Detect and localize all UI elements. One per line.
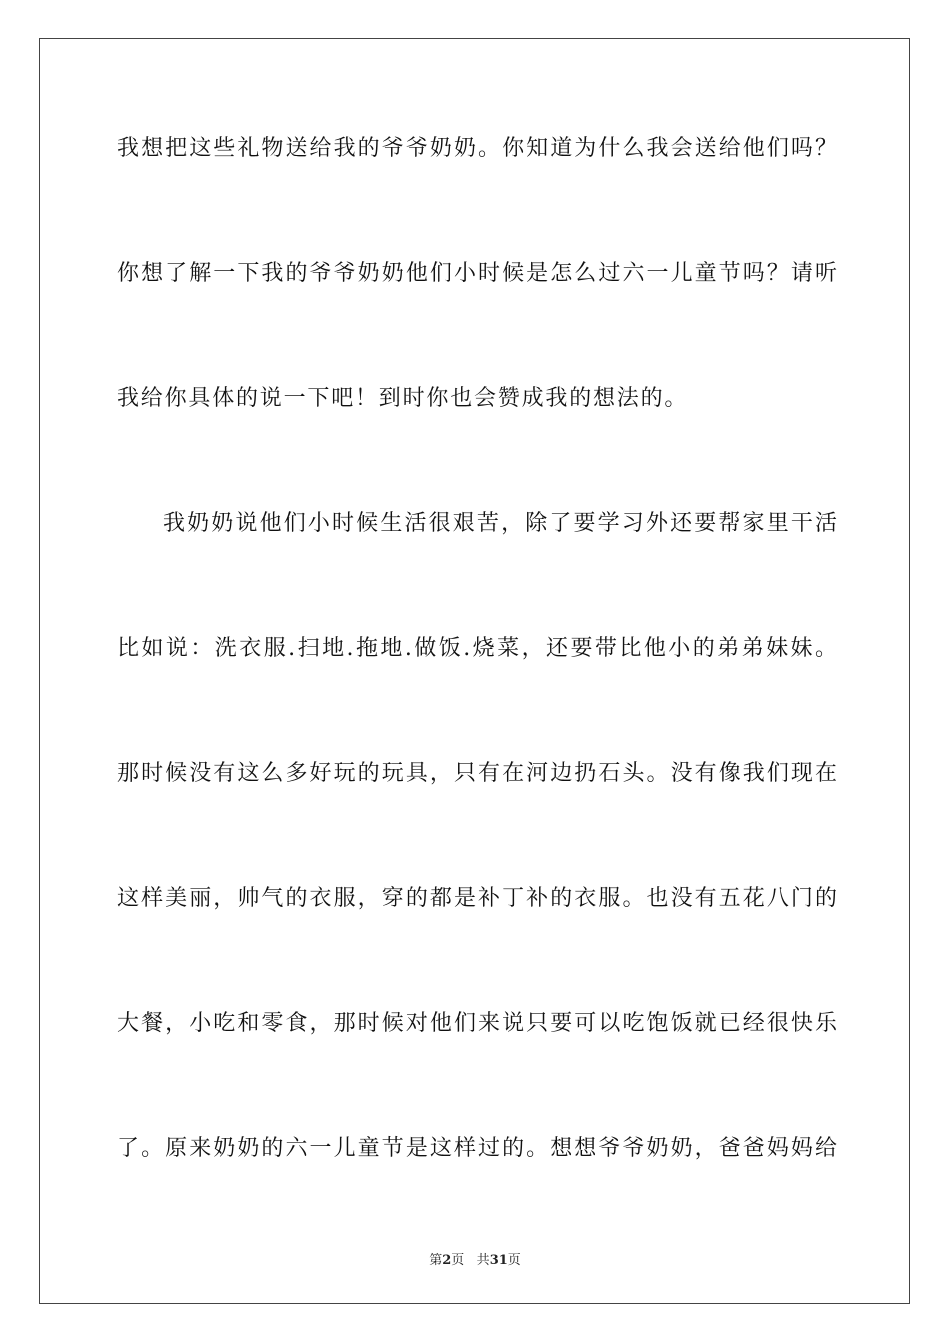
total-suffix: 页 xyxy=(507,1253,521,1268)
body-text-line: 那时候没有这么多好玩的玩具，只有在河边扔石头。没有像我们现在 xyxy=(117,761,837,786)
body-text-line: 比如说：洗衣服.扫地.拖地.做饭.烧菜，还要带比他小的弟弟妹妹。 xyxy=(117,636,837,661)
body-text-line: 这样美丽，帅气的衣服，穿的都是补丁补的衣服。也没有五花八门的 xyxy=(117,886,837,911)
body-text-line: 我想把这些礼物送给我的爷爷奶奶。你知道为什么我会送给他们吗？ xyxy=(117,136,837,161)
total-prefix: 共 xyxy=(476,1253,490,1268)
body-text-line: 大餐，小吃和零食，那时候对他们来说只要可以吃饱饭就已经很快乐 xyxy=(117,1011,837,1036)
page-total: 31 xyxy=(489,1253,508,1268)
page-current: 2 xyxy=(442,1253,452,1268)
page-footer xyxy=(0,1249,950,1268)
body-text-line: 你想了解一下我的爷爷奶奶他们小时候是怎么过六一儿童节吗？请听 xyxy=(117,261,837,286)
body-text-line: 了。原来奶奶的六一儿童节是这样过的。想想爷爷奶奶，爸爸妈妈给 xyxy=(117,1136,837,1161)
body-text-line: 我奶奶说他们小时候生活很艰苦，除了要学习外还要帮家里干活 xyxy=(163,511,837,536)
page-prefix: 第 xyxy=(429,1253,443,1268)
body-text-line: 我给你具体的说一下吧！到时你也会赞成我的想法的。 xyxy=(117,386,689,411)
page-suffix: 页 xyxy=(451,1253,465,1268)
page-border xyxy=(39,38,910,1304)
